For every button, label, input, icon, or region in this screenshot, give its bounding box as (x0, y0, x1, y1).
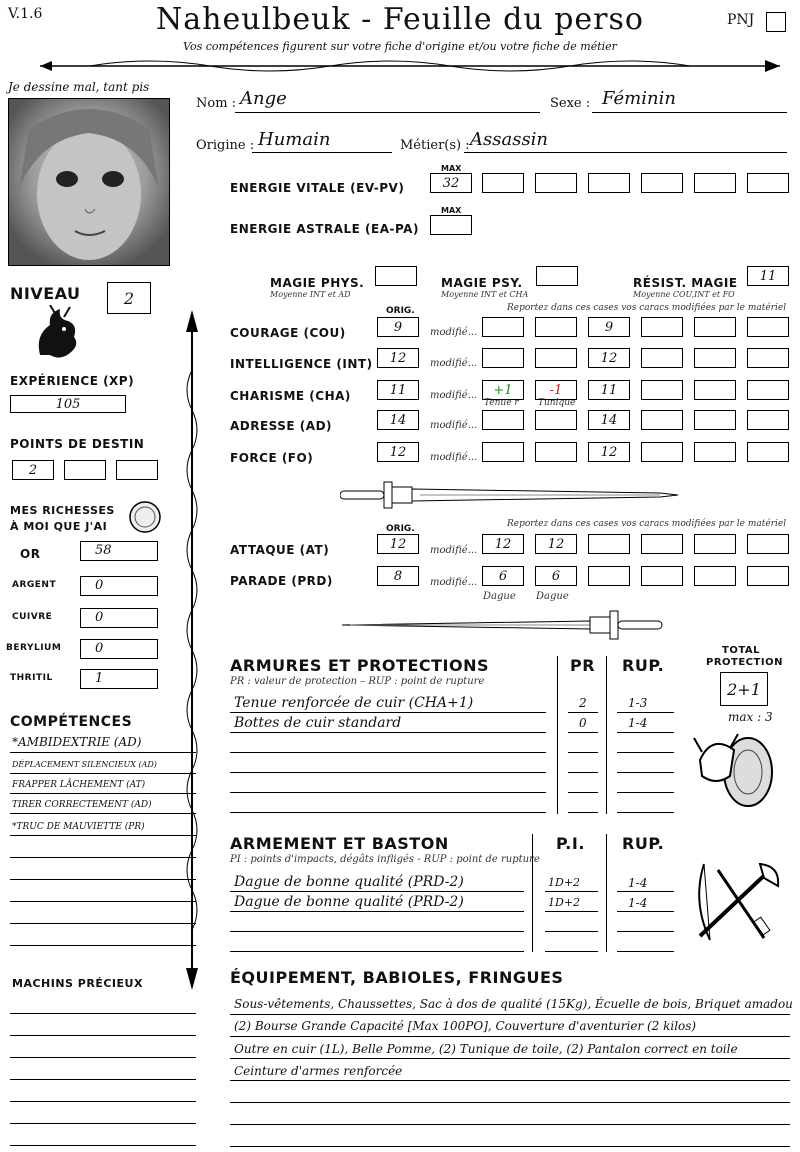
magie-phys-box[interactable] (375, 266, 417, 286)
equipement-line-4[interactable]: Ceinture d'armes renforcée (234, 1064, 403, 1078)
total-protection-label-2: PROTECTION (706, 657, 783, 668)
stat-m1-ad[interactable] (482, 410, 524, 430)
stat-modifie-ad: modifié... (430, 420, 478, 431)
arme-row-2-rup[interactable]: 1-4 (628, 896, 648, 910)
stat-m1-int[interactable] (482, 348, 524, 368)
armure-line-6 (230, 812, 546, 813)
stat-m4-cou[interactable] (641, 317, 683, 337)
origine-field-line (252, 152, 392, 153)
ev-max-label: MAX (441, 164, 462, 173)
xp-label: EXPÉRIENCE (XP) (10, 374, 135, 388)
armure-line-2 (230, 732, 546, 733)
equip-rule-3 (230, 1058, 790, 1059)
money-box-or[interactable]: 58 (80, 541, 158, 561)
ev-box-5[interactable] (641, 173, 683, 193)
pnj-label: PNJ (727, 12, 755, 28)
arme-line-2 (230, 911, 524, 912)
pnj-checkbox[interactable] (766, 12, 786, 32)
sword-icon (340, 478, 680, 512)
stat-m6-ad[interactable] (747, 410, 789, 430)
equip-rule-1 (230, 1014, 790, 1015)
money-label-or: OR (20, 547, 41, 561)
stat-m2-int[interactable] (535, 348, 577, 368)
destin-box-2[interactable] (64, 460, 106, 480)
money-label-berylium: BERYLIUM (6, 643, 62, 653)
total-protection-max: max : 3 (728, 710, 773, 724)
equipement-title: ÉQUIPEMENT, BABIOLES, FRINGUES (230, 968, 564, 987)
stats-hint: Reportez dans ces cases vos caracs modifiées par le matériel (507, 303, 787, 313)
weapons-icon (690, 856, 784, 948)
xp-box[interactable]: 105 (10, 395, 126, 413)
combat-note-2: Dague (536, 591, 569, 602)
ev-box-3[interactable] (535, 173, 577, 193)
nom-value[interactable]: Ange (240, 88, 287, 109)
armures-col-rup: RUP. (622, 656, 665, 675)
equip-rule-4 (230, 1080, 790, 1081)
competence-1[interactable]: *AMBIDEXTRIE (AD) (12, 735, 142, 749)
stat-orig-cha[interactable]: 11 (377, 380, 419, 400)
stat-m6-cha[interactable] (747, 380, 789, 400)
ev-box-4[interactable] (588, 173, 630, 193)
arme-row-1-name[interactable]: Dague de bonne qualité (PRD-2) (234, 874, 464, 890)
destin-box-1[interactable]: 2 (12, 460, 54, 480)
equipement-line-2[interactable]: (2) Bourse Grande Capacité [Max 100PO], Couverture d'aventurier (2 kilos) (234, 1019, 697, 1033)
stat-m4-cha[interactable] (641, 380, 683, 400)
combat-m5-prd[interactable] (694, 566, 736, 586)
stat-m2-cou[interactable] (535, 317, 577, 337)
money-box-thritil[interactable]: 1 (80, 669, 158, 689)
arme-row-1-rup[interactable]: 1-4 (628, 876, 648, 890)
competence-3[interactable]: FRAPPER LÂCHEMENT (AT) (12, 780, 146, 790)
niveau-box[interactable]: 2 (107, 282, 151, 314)
sword-2-icon (340, 608, 680, 642)
equip-rule-2 (230, 1036, 790, 1037)
portrait-image (8, 98, 170, 266)
destin-box-3[interactable] (116, 460, 158, 480)
comp-line-2 (10, 773, 196, 774)
combat-m4-at[interactable] (641, 534, 683, 554)
arme-line-1c (617, 891, 674, 892)
magie-psy-label: MAGIE PSY. (441, 276, 523, 290)
magie-phys-sub: Moyenne INT et AD (270, 290, 351, 299)
armement-col-divider-2 (606, 834, 607, 952)
armement-col-rup: RUP. (622, 834, 665, 853)
stat-label-fo: FORCE (FO) (230, 451, 314, 465)
stat-label-cou: COURAGE (COU) (230, 326, 346, 340)
armure-row-2-pr[interactable]: 0 (579, 716, 587, 730)
coin-icon (128, 500, 162, 534)
combat-m2-at[interactable]: 12 (535, 534, 577, 554)
ea-max-box[interactable] (430, 215, 472, 235)
equip-rule-7 (230, 1146, 790, 1147)
stat-m6-cou[interactable] (747, 317, 789, 337)
ev-label: ENERGIE VITALE (EV-PV) (230, 181, 405, 195)
stat-m4-int[interactable] (641, 348, 683, 368)
combat-modifie-at: modifié... (430, 545, 478, 556)
machins-line-5 (10, 1101, 196, 1102)
comp-line-6 (10, 857, 196, 858)
spear-divider-icon (180, 310, 204, 990)
ea-max-label: MAX (441, 206, 462, 215)
combat-m6-prd[interactable] (747, 566, 789, 586)
armure-line-4c (617, 772, 674, 773)
stat-m4-fo[interactable] (641, 442, 683, 462)
equipement-line-3[interactable]: Outre en cuir (1L), Belle Pomme, (2) Tunique de toile, (2) Pantalon correct en toile (234, 1042, 738, 1056)
stat-m3-int[interactable]: 12 (588, 348, 630, 368)
ev-box-2[interactable] (482, 173, 524, 193)
cha-note-2: Tunique (538, 398, 576, 408)
portrait-caption: Je dessine mal, tant pis (8, 80, 150, 94)
stat-m1-cha[interactable]: +1 (482, 380, 524, 400)
comp-line-7 (10, 879, 196, 880)
armure-line-5b (568, 792, 598, 793)
comp-line-8 (10, 901, 196, 902)
competences-label: COMPÉTENCES (10, 714, 133, 730)
stat-label-cha: CHARISME (CHA) (230, 389, 351, 403)
machins-line-3 (10, 1057, 196, 1058)
armures-col-pr: PR (570, 656, 596, 675)
stat-m3-cou[interactable]: 9 (588, 317, 630, 337)
armement-col-pi: P.I. (556, 834, 585, 853)
arme-line-2b (545, 911, 598, 912)
stat-m1-cou[interactable] (482, 317, 524, 337)
arme-line-4c (617, 951, 674, 952)
stat-m5-cha[interactable] (694, 380, 736, 400)
machins-line-1 (10, 1013, 196, 1014)
combat-hint: Reportez dans ces cases vos caracs modifiées par le matériel (507, 519, 787, 529)
origine-label: Origine : (196, 138, 255, 153)
money-box-argent[interactable]: 0 (80, 576, 158, 596)
header-spear-ornament (30, 54, 790, 78)
arme-line-3c (617, 931, 674, 932)
magie-psy-sub: Moyenne INT et CHA (441, 290, 529, 299)
magie-phys-label: MAGIE PHYS. (270, 276, 365, 290)
money-label-cuivre: CUIVRE (12, 612, 53, 622)
arme-line-3 (230, 931, 524, 932)
stat-m1-fo[interactable] (482, 442, 524, 462)
sexe-field-line (592, 112, 787, 113)
stat-m2-fo[interactable] (535, 442, 577, 462)
armures-col-divider-2 (606, 656, 607, 814)
sexe-label: Sexe : (550, 96, 591, 111)
stat-m4-ad[interactable] (641, 410, 683, 430)
machins-line-6 (10, 1123, 196, 1124)
stat-m3-cha[interactable]: 11 (588, 380, 630, 400)
ev-box-7[interactable] (747, 173, 789, 193)
combat-label-at: ATTAQUE (AT) (230, 543, 330, 557)
resist-magie-label: RÉSIST. MAGIE (633, 276, 738, 290)
stat-orig-int[interactable]: 12 (377, 348, 419, 368)
armure-line-6c (617, 812, 674, 813)
resist-magie-sub: Moyenne COU,INT et FO (633, 290, 735, 299)
page-subtitle: Vos compétences figurent sur votre fiche d'origine et/ou votre fiche de métier (183, 40, 617, 53)
comp-line-1 (10, 752, 196, 753)
combat-m3-at[interactable] (588, 534, 630, 554)
arme-line-1b (545, 891, 598, 892)
armure-line-3b (568, 752, 598, 753)
equipement-line-1[interactable]: Sous-vêtements, Chaussettes, Sac à dos de qualité (15Kg), Écuelle de bois, Briquet amadou (234, 997, 793, 1011)
stat-m5-ad[interactable] (694, 410, 736, 430)
comp-line-10 (10, 945, 196, 946)
combat-note-1: Dague (483, 591, 516, 602)
money-label-thritil: THRITIL (10, 673, 53, 683)
metier-value[interactable]: Assassin (470, 129, 549, 150)
armures-sub: PR : valeur de protection – RUP : point de rupture (230, 676, 485, 687)
metier-field-line (464, 152, 787, 153)
armement-col-divider-1 (532, 834, 533, 952)
dragon-icon (30, 305, 82, 363)
stat-m5-fo[interactable] (694, 442, 736, 462)
stat-m2-ad[interactable] (535, 410, 577, 430)
armure-row-2-rup[interactable]: 1-4 (628, 716, 648, 730)
combat-m5-at[interactable] (694, 534, 736, 554)
machins-label: MACHINS PRÉCIEUX (12, 977, 143, 990)
combat-orig-at[interactable]: 12 (377, 534, 419, 554)
stat-m5-int[interactable] (694, 348, 736, 368)
arme-line-4b (545, 951, 598, 952)
armure-row-1-rup[interactable]: 1-3 (628, 696, 648, 710)
sexe-value[interactable]: Féminin (602, 88, 676, 109)
armure-line-4b (568, 772, 598, 773)
stat-modifie-cou: modifié... (430, 327, 478, 338)
stat-modifie-int: modifié... (430, 358, 478, 369)
stat-label-ad: ADRESSE (AD) (230, 419, 333, 433)
helmet-shield-icon (692, 730, 776, 810)
money-label-argent: ARGENT (12, 580, 57, 590)
richesses-label-1: MES RICHESSES (10, 504, 115, 517)
machins-line-2 (10, 1035, 196, 1036)
comp-line-4 (10, 813, 196, 814)
stat-m3-fo[interactable]: 12 (588, 442, 630, 462)
metier-label: Métier(s) : (400, 138, 470, 153)
stat-orig-cou[interactable]: 9 (377, 317, 419, 337)
stat-m3-ad[interactable]: 14 (588, 410, 630, 430)
comp-line-3 (10, 793, 196, 794)
armure-line-3c (617, 752, 674, 753)
arme-line-4 (230, 951, 524, 952)
version-label: V.1.6 (8, 6, 43, 22)
equip-rule-6 (230, 1124, 790, 1125)
ev-max-box[interactable]: 32 (430, 173, 472, 193)
armures-title: ARMURES ET PROTECTIONS (230, 656, 489, 675)
armure-line-5c (617, 792, 674, 793)
equip-rule-5 (230, 1102, 790, 1103)
ev-box-6[interactable] (694, 173, 736, 193)
armure-line-1c (617, 712, 674, 713)
combat-m1-prd[interactable]: 6 (482, 566, 524, 586)
stat-orig-ad[interactable]: 14 (377, 410, 419, 430)
armement-sub: PI : points d'impacts, dégâts infligés - RUP : point de rupture (230, 854, 540, 865)
combat-modifie-prd: modifié... (430, 577, 478, 588)
stat-m5-cou[interactable] (694, 317, 736, 337)
stat-m6-int[interactable] (747, 348, 789, 368)
comp-line-5 (10, 835, 196, 836)
stat-m2-cha[interactable]: -1 (535, 380, 577, 400)
machins-line-4 (10, 1079, 196, 1080)
competence-2[interactable]: DÉPLACEMENT SILENCIEUX (AD) (12, 760, 157, 769)
armure-line-4 (230, 772, 546, 773)
competence-5[interactable]: *TRUC DE MAUVIETTE (PR) (12, 822, 145, 832)
combat-m1-at[interactable]: 12 (482, 534, 524, 554)
total-protection-box[interactable]: 2+1 (720, 672, 768, 706)
combat-m4-prd[interactable] (641, 566, 683, 586)
arme-line-3b (545, 931, 598, 932)
armure-line-5 (230, 792, 546, 793)
armure-line-1 (230, 712, 546, 713)
armure-line-1b (568, 712, 598, 713)
machins-line-7 (10, 1145, 196, 1146)
stat-modifie-fo: modifié... (430, 452, 478, 463)
niveau-label: NIVEAU (10, 284, 81, 303)
comp-line-9 (10, 923, 196, 924)
stats-orig-label: ORIG. (386, 306, 415, 316)
richesses-label-2: À MOI QUE J'AI (10, 520, 108, 533)
combat-m2-prd[interactable]: 6 (535, 566, 577, 586)
combat-label-prd: PARADE (PRD) (230, 574, 333, 588)
ea-label: ENERGIE ASTRALE (EA-PA) (230, 222, 419, 236)
cha-note-1: Tenue r (484, 398, 519, 408)
armure-row-1-pr[interactable]: 2 (579, 696, 587, 710)
money-box-cuivre[interactable]: 0 (80, 608, 158, 628)
combat-m6-at[interactable] (747, 534, 789, 554)
armement-title: ARMEMENT ET BASTON (230, 834, 449, 853)
stat-orig-fo[interactable]: 12 (377, 442, 419, 462)
arme-row-1-pi[interactable]: 1D+2 (548, 876, 581, 889)
stat-m6-fo[interactable] (747, 442, 789, 462)
armure-row-1-name[interactable]: Tenue renforcée de cuir (CHA+1) (234, 695, 474, 711)
total-protection-label-1: TOTAL (722, 645, 760, 656)
stat-label-int: INTELLIGENCE (INT) (230, 357, 373, 371)
resist-magie-box[interactable]: 11 (747, 266, 789, 286)
stat-modifie-cha: modifié... (430, 390, 478, 401)
armure-line-3 (230, 752, 546, 753)
armures-col-divider-1 (557, 656, 558, 814)
money-box-berylium[interactable]: 0 (80, 639, 158, 659)
armure-row-2-name[interactable]: Bottes de cuir standard (234, 715, 402, 731)
combat-orig-prd[interactable]: 8 (377, 566, 419, 586)
arme-row-2-name[interactable]: Dague de bonne qualité (PRD-2) (234, 894, 464, 910)
competence-4[interactable]: TIRER CORRECTEMENT (AD) (12, 800, 152, 810)
arme-row-2-pi[interactable]: 1D+2 (548, 896, 581, 909)
combat-m3-prd[interactable] (588, 566, 630, 586)
page-title: Naheulbeuk - Feuille du perso (156, 2, 644, 37)
nom-label: Nom : (196, 96, 237, 111)
armure-line-6b (568, 812, 598, 813)
arme-line-2c (617, 911, 674, 912)
magie-psy-box[interactable] (536, 266, 578, 286)
origine-value[interactable]: Humain (258, 129, 331, 150)
armure-line-2c (617, 732, 674, 733)
arme-line-1 (230, 891, 524, 892)
armure-line-2b (568, 732, 598, 733)
nom-field-line (235, 112, 540, 113)
combat-orig-label: ORIG. (386, 524, 415, 534)
destin-label: POINTS DE DESTIN (10, 437, 145, 451)
